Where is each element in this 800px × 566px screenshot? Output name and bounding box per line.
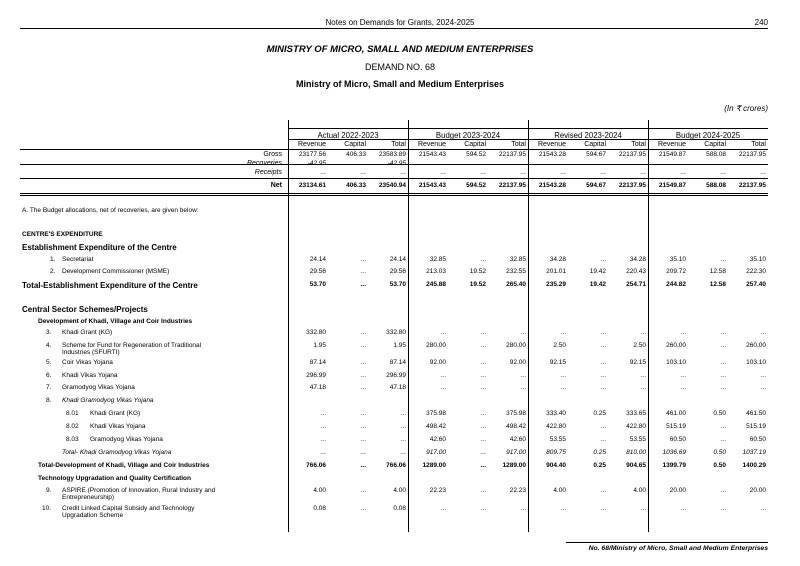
page-number: 240 — [754, 18, 768, 27]
table-cell: 766.06 — [306, 462, 326, 469]
section-establishment: Establishment Expenditure of the Centre — [22, 243, 177, 252]
summary-cell: 594.52 — [466, 182, 486, 189]
table-cell: 515.19 — [666, 423, 686, 430]
table-cell: ... — [360, 256, 366, 263]
table-cell: 1289.00 — [422, 462, 446, 469]
table-cell: ... — [480, 329, 486, 336]
table-cell: ... — [640, 372, 646, 379]
table-cell: 244.82 — [666, 281, 686, 288]
table-cell: 296.99 — [306, 372, 326, 379]
table-cell: 222.30 — [746, 268, 766, 275]
table-cell: ... — [440, 372, 446, 379]
table-cell: ... — [480, 359, 486, 366]
table-cell: 0.50 — [713, 462, 726, 469]
table-cell: ... — [480, 423, 486, 430]
summary-cell: ... — [640, 169, 646, 176]
summary-cell: 406.33 — [346, 151, 366, 158]
table-cell: ... — [720, 505, 726, 512]
summary-cell: 23583.89 — [378, 151, 406, 158]
table-cell: ... — [600, 342, 606, 349]
table-cell: ... — [600, 256, 606, 263]
table-cell: 4.00 — [313, 487, 326, 494]
table-cell: 515.19 — [746, 423, 766, 430]
summary-cell: 594.67 — [586, 151, 606, 158]
row-number: 3. — [46, 329, 52, 336]
table-cell: 810.00 — [626, 449, 646, 456]
table-cell: ... — [520, 329, 526, 336]
row-label: Total- Khadi Gramodyog Vikas Yojana — [62, 449, 172, 456]
summary-cell: ... — [680, 160, 686, 167]
column-subheader: Revenue — [417, 141, 446, 148]
summary-cell: ... — [360, 169, 366, 176]
table-cell: ... — [320, 436, 326, 443]
table-cell: 1400.29 — [742, 462, 766, 469]
table-cell: 332.80 — [306, 329, 326, 336]
column-subheader: Total — [631, 141, 646, 148]
table-cell: 12.58 — [709, 281, 726, 288]
table-cell: ... — [720, 423, 726, 430]
column-subheader: Revenue — [657, 141, 686, 148]
table-cell: 47.18 — [389, 384, 406, 391]
table-cell: 257.40 — [746, 281, 766, 288]
table-cell: 1289.00 — [502, 462, 526, 469]
summary-cell: ... — [720, 169, 726, 176]
column-subheader: Capital — [704, 141, 726, 148]
table-cell: 92.00 — [429, 359, 446, 366]
row-label: Khadi Vikas Yojana — [90, 423, 146, 430]
table-cell: 235.29 — [546, 281, 566, 288]
table-cell: 4.00 — [633, 487, 646, 494]
table-cell: 201.01 — [546, 268, 566, 275]
table-cell: 1036.69 — [662, 449, 686, 456]
summary-cell: 22137.95 — [738, 182, 766, 189]
table-cell: 53.55 — [629, 436, 646, 443]
table-cell: ... — [600, 359, 606, 366]
table-cell: ... — [360, 423, 366, 430]
column-subheader: Capital — [464, 141, 486, 148]
table-cell: ... — [640, 505, 646, 512]
table-cell: 92.15 — [549, 359, 566, 366]
table-cell: 461.00 — [666, 410, 686, 417]
table-cell: 19.52 — [469, 281, 486, 288]
row-number: 8. — [46, 397, 52, 404]
table-cell: 213.03 — [426, 268, 446, 275]
table-cell: 103.10 — [746, 359, 766, 366]
row-label: Khadi Grant (KG) — [90, 410, 141, 417]
summary-cell: ... — [600, 169, 606, 176]
table-cell: ... — [680, 505, 686, 512]
summary-cell: ... — [760, 160, 766, 167]
summary-cell: 594.67 — [586, 182, 606, 189]
table-cell: ... — [760, 329, 766, 336]
table-cell: 422.80 — [546, 423, 566, 430]
summary-cell: 21543.28 — [538, 182, 566, 189]
table-cell: 254.71 — [626, 281, 646, 288]
table-cell: ... — [400, 436, 406, 443]
table-cell: ... — [720, 384, 726, 391]
summary-cell: 23540.94 — [378, 182, 406, 189]
column-subheader: Total — [751, 141, 766, 148]
net-rule — [20, 193, 768, 194]
allocation-note: A. The Budget allocations, net of recoveries, are given below: — [22, 207, 199, 214]
table-cell: ... — [480, 449, 486, 456]
table-cell: 29.56 — [389, 268, 406, 275]
column-group-header: Actual 2022-2023 — [317, 131, 379, 140]
table-cell: 375.98 — [426, 410, 446, 417]
table-cell: 87.14 — [309, 359, 326, 366]
table-cell: 232.55 — [506, 268, 526, 275]
row-number: 10. — [42, 505, 52, 512]
table-cell: 375.98 — [506, 410, 526, 417]
table-cell: 47.18 — [309, 384, 326, 391]
table-cell: ... — [360, 372, 366, 379]
table-cell: 209.72 — [666, 268, 686, 275]
section-centre-expenditure: CENTRE'S EXPENDITURE — [22, 231, 103, 238]
table-cell: ... — [360, 449, 366, 456]
ministry-subtitle: Ministry of Micro, Small and Medium Enterprises — [295, 79, 505, 89]
summary-cell: ... — [480, 160, 486, 167]
column-group-header: Budget 2024-2025 — [675, 131, 741, 140]
summary-cell: ... — [760, 169, 766, 176]
row-label-continued: Upgradation Scheme — [62, 512, 124, 519]
table-cell: ... — [520, 372, 526, 379]
summary-cell: ... — [720, 160, 726, 167]
table-cell: 53.70 — [389, 281, 406, 288]
row-number: 6. — [46, 372, 52, 379]
row-label: ASPIRE (Promotion of Innovation, Rural Industry and — [62, 487, 216, 494]
table-cell: 498.42 — [426, 423, 446, 430]
summary-cell: 588.08 — [706, 182, 726, 189]
row-label: Coir Vikas Yojana — [62, 359, 113, 366]
table-cell: 766.06 — [386, 462, 406, 469]
table-cell: ... — [720, 256, 726, 263]
summary-cell: 21543.43 — [418, 182, 446, 189]
table-cell: 22.23 — [509, 487, 526, 494]
summary-cell: ... — [360, 160, 366, 167]
table-cell: ... — [320, 449, 326, 456]
table-cell: 498.42 — [506, 423, 526, 430]
table-cell: ... — [680, 384, 686, 391]
summary-label: Receipts — [254, 169, 282, 176]
table-cell: 422.80 — [626, 423, 646, 430]
table-cell: 220.43 — [626, 268, 646, 275]
row-label: Total-Establishment Expenditure of the Centre — [22, 281, 198, 290]
table-cell: 1.95 — [393, 342, 406, 349]
table-cell: 0.25 — [593, 449, 606, 456]
table-cell: 280.00 — [426, 342, 446, 349]
summary-cell: 406.33 — [346, 182, 366, 189]
summary-cell: ... — [440, 169, 446, 176]
row-number: 5. — [46, 359, 52, 366]
section-central-schemes: Central Sector Schemes/Projects — [22, 305, 148, 314]
row-label: Khadi Vikas Yojana — [62, 372, 118, 379]
summary-cell: 21543.43 — [418, 151, 446, 158]
table-cell: 0.25 — [593, 462, 606, 469]
table-cell: 20.00 — [669, 487, 686, 494]
table-cell: ... — [720, 342, 726, 349]
table-cell: 60.50 — [669, 436, 686, 443]
table-cell: 12.58 — [709, 268, 726, 275]
subheader-rule — [20, 149, 768, 150]
table-cell: ... — [720, 372, 726, 379]
units-label: (In ₹ crores) — [724, 104, 768, 113]
summary-label: Recoveries — [246, 160, 282, 167]
table-cell: 904.65 — [626, 462, 646, 469]
table-cell: 280.00 — [506, 342, 526, 349]
table-cell: ... — [360, 359, 366, 366]
table-cell: 24.14 — [309, 256, 326, 263]
summary-cell: -42.95 — [307, 160, 326, 167]
summary-cell: ... — [520, 160, 526, 167]
row-label-continued: Industries (SFURTI) — [62, 349, 120, 356]
table-cell: 92.15 — [629, 359, 646, 366]
table-cell: 53.55 — [549, 436, 566, 443]
summary-cell: ... — [520, 169, 526, 176]
section-tech-upgradation: Technology Upgradation and Quality Certification — [38, 475, 192, 482]
table-cell: ... — [680, 329, 686, 336]
row-number: 8.01 — [66, 410, 79, 417]
table-cell: ... — [400, 410, 406, 417]
table-cell: ... — [600, 372, 606, 379]
row-label: Scheme for Fund for Regeneration of Traditional — [62, 342, 202, 349]
column-subheader: Capital — [344, 141, 366, 148]
table-cell: ... — [480, 487, 486, 494]
table-cell: 20.00 — [749, 487, 766, 494]
table-cell: 0.50 — [713, 410, 726, 417]
table-cell: ... — [480, 256, 486, 263]
row-number: 2. — [50, 268, 56, 275]
summary-cell: ... — [600, 160, 606, 167]
table-cell: ... — [680, 372, 686, 379]
row-label-continued: Entrepreneurship) — [62, 494, 115, 501]
summary-label: Net — [270, 182, 282, 189]
table-cell: 24.14 — [389, 256, 406, 263]
summary-cell: 21543.28 — [538, 151, 566, 158]
row-number: 4. — [46, 342, 52, 349]
row-label: Khadi Gramodyog Vikas Yojana — [62, 397, 154, 404]
row-label: Khadi Grant (KG) — [62, 329, 113, 336]
table-cell: 92.00 — [509, 359, 526, 366]
row-label: Gramodyog Vikas Yojana — [90, 436, 163, 443]
summary-cell: 22137.95 — [738, 151, 766, 158]
table-cell: ... — [640, 329, 646, 336]
summary-cell: ... — [440, 160, 446, 167]
table-cell: ... — [560, 505, 566, 512]
table-cell: ... — [640, 384, 646, 391]
table-cell: ... — [480, 372, 486, 379]
section-khadi: Development of Khadi, Village and Coir Industries — [38, 318, 193, 325]
table-cell: ... — [320, 423, 326, 430]
column-subheader: Revenue — [297, 141, 326, 148]
table-cell: 35.10 — [669, 256, 686, 263]
running-title: Notes on Demands for Grants, 2024-2025 — [325, 18, 475, 27]
table-cell: 917.00 — [426, 449, 446, 456]
row-number: 1. — [50, 256, 56, 263]
column-subheader: Revenue — [537, 141, 566, 148]
row-label: Secretariat — [62, 256, 94, 263]
summary-cell: ... — [680, 169, 686, 176]
table-cell: 461.50 — [746, 410, 766, 417]
table-cell: 1037.19 — [742, 449, 766, 456]
summary-cell: -42.95 — [387, 160, 406, 167]
table-cell: ... — [480, 410, 486, 417]
row-label: Development Commissioner (MSME) — [62, 268, 170, 275]
table-cell: 42.60 — [429, 436, 446, 443]
summary-cell: 594.52 — [466, 151, 486, 158]
table-cell: 87.14 — [389, 359, 406, 366]
table-cell: ... — [360, 487, 366, 494]
table-cell: 0.08 — [313, 505, 326, 512]
table-cell: 904.40 — [546, 462, 566, 469]
table-cell: 4.00 — [393, 487, 406, 494]
table-cell: 0.08 — [393, 505, 406, 512]
table-cell: 1399.79 — [662, 462, 686, 469]
table-cell: 53.70 — [309, 281, 326, 288]
table-cell: 19.42 — [589, 281, 606, 288]
table-cell: ... — [480, 505, 486, 512]
table-cell: ... — [760, 384, 766, 391]
table-cell: ... — [440, 505, 446, 512]
column-subheader: Total — [511, 141, 526, 148]
column-group-header: Revised 2023-2024 — [554, 131, 622, 140]
table-cell: ... — [720, 359, 726, 366]
table-cell: ... — [360, 281, 366, 288]
summary-cell: 22137.95 — [618, 151, 646, 158]
summary-cell: ... — [320, 169, 326, 176]
row-label: Credit Linked Capital Subsidy and Technology — [62, 505, 195, 512]
summary-cell: ... — [560, 169, 566, 176]
table-cell: ... — [720, 487, 726, 494]
table-cell: ... — [360, 384, 366, 391]
table-cell: 260.00 — [746, 342, 766, 349]
table-cell: ... — [360, 329, 366, 336]
summary-cell: 23177.56 — [298, 151, 326, 158]
table-cell: 32.85 — [429, 256, 446, 263]
table-cell: ... — [320, 410, 326, 417]
demand-number: DEMAND NO. 68 — [364, 62, 435, 72]
table-cell: ... — [360, 410, 366, 417]
table-cell: 103.10 — [666, 359, 686, 366]
table-cell: 1.95 — [313, 342, 326, 349]
table-cell: 19.52 — [469, 268, 486, 275]
table-cell: ... — [760, 372, 766, 379]
table-cell: ... — [480, 436, 486, 443]
summary-cell: ... — [560, 160, 566, 167]
table-cell: 260.00 — [666, 342, 686, 349]
table-cell: 22.23 — [429, 487, 446, 494]
table-cell: ... — [360, 342, 366, 349]
row-number: 9. — [46, 487, 52, 494]
table-cell: 809.75 — [546, 449, 566, 456]
table-cell: 29.56 — [309, 268, 326, 275]
summary-label: Gross — [263, 151, 282, 158]
table-cell: 60.50 — [749, 436, 766, 443]
row-label: Total-Development of Khadi, Village and Coir Industries — [38, 462, 210, 469]
table-cell: 4.00 — [553, 487, 566, 494]
table-cell: 2.50 — [553, 342, 566, 349]
table-cell: ... — [760, 505, 766, 512]
table-cell: ... — [600, 505, 606, 512]
row-label: Gramodyog Vikas Yojana — [62, 384, 135, 391]
table-cell: 35.10 — [749, 256, 766, 263]
table-cell: ... — [480, 462, 486, 469]
table-cell: 0.50 — [713, 449, 726, 456]
table-cell: ... — [400, 449, 406, 456]
summary-cell: ... — [480, 169, 486, 176]
table-cell: ... — [600, 436, 606, 443]
summary-cell: 22137.95 — [498, 151, 526, 158]
table-cell: ... — [560, 384, 566, 391]
table-cell: 32.85 — [509, 256, 526, 263]
table-cell: ... — [600, 423, 606, 430]
table-cell: 296.99 — [386, 372, 406, 379]
row-number: 7. — [46, 384, 52, 391]
table-cell: ... — [440, 384, 446, 391]
table-cell: ... — [480, 384, 486, 391]
table-cell: 2.50 — [633, 342, 646, 349]
table-cell: 245.88 — [426, 281, 446, 288]
summary-cell: ... — [400, 169, 406, 176]
header-rule — [20, 28, 768, 29]
table-cell: ... — [360, 462, 366, 469]
net-rule-double — [20, 195, 768, 196]
table-cell: 265.40 — [506, 281, 526, 288]
table-cell: ... — [360, 436, 366, 443]
summary-cell: 22137.95 — [498, 182, 526, 189]
table-cell: ... — [600, 384, 606, 391]
table-cell: ... — [560, 372, 566, 379]
table-cell: ... — [520, 505, 526, 512]
summary-cell: 23134.61 — [298, 182, 326, 189]
ministry-title: MINISTRY OF MICRO, SMALL AND MEDIUM ENTERPRISES — [266, 44, 534, 55]
table-cell: 333.65 — [626, 410, 646, 417]
table-cell: ... — [480, 342, 486, 349]
receipts-rule — [20, 178, 768, 179]
table-cell: 332.80 — [386, 329, 406, 336]
table-cell: 34.28 — [549, 256, 566, 263]
footer-rule — [566, 542, 768, 543]
table-cell: ... — [600, 329, 606, 336]
table-cell: 34.28 — [629, 256, 646, 263]
table-cell: 42.60 — [509, 436, 526, 443]
table-cell: 19.42 — [589, 268, 606, 275]
column-subheader: Total — [391, 141, 406, 148]
table-cell: ... — [720, 436, 726, 443]
summary-cell: ... — [640, 160, 646, 167]
row-number: 8.03 — [66, 436, 79, 443]
table-cell: ... — [400, 423, 406, 430]
summary-cell: 21549.87 — [658, 182, 686, 189]
table-cell: ... — [520, 384, 526, 391]
table-cell: ... — [440, 329, 446, 336]
table-cell: 917.00 — [506, 449, 526, 456]
footer-text: No. 68/Ministry of Micro, Small and Medium Enterprises — [588, 545, 768, 552]
summary-cell: 588.08 — [706, 151, 726, 158]
column-group-header: Budget 2023-2024 — [435, 131, 501, 140]
table-cell: 333.40 — [546, 410, 566, 417]
table-cell: ... — [560, 329, 566, 336]
summary-cell: 21549.87 — [658, 151, 686, 158]
summary-cell: 22137.95 — [618, 182, 646, 189]
column-subheader: Capital — [584, 141, 606, 148]
table-cell: ... — [600, 487, 606, 494]
table-cell: ... — [720, 329, 726, 336]
table-cell: ... — [360, 505, 366, 512]
table-cell: ... — [360, 268, 366, 275]
table-cell: 0.25 — [593, 410, 606, 417]
row-number: 8.02 — [66, 423, 79, 430]
